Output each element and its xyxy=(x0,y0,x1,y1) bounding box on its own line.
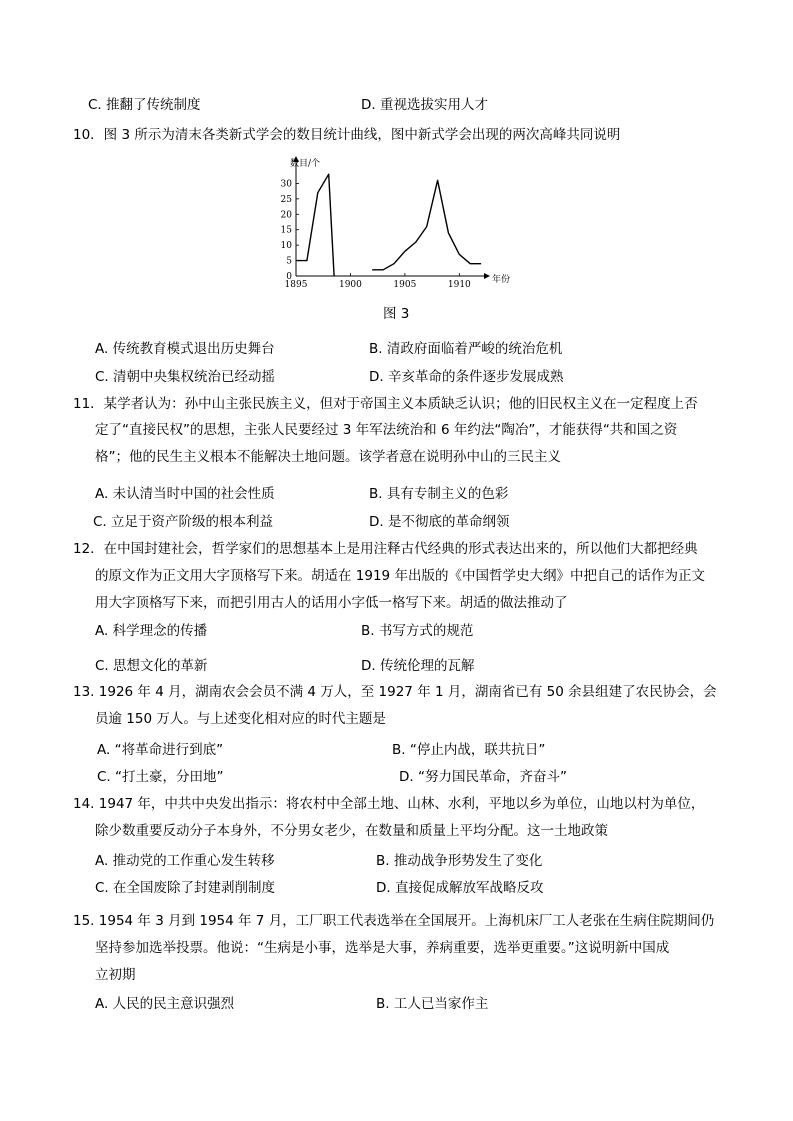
q11-option-b: B. 具有专制主义的色彩 xyxy=(369,486,509,502)
q12-line-2: 的原文作为正文用大字顶格写下来。胡适在 1919 年出版的《中国哲学史大纲》中把自己的话作为正文 xyxy=(95,568,705,584)
chart-axes xyxy=(293,156,490,279)
q15-line-1: 15. 1954 年 3 月到 1954 年 7 月，工厂职工代表选举在全国展开。上海机床厂工人老张在生病住院期间仍 xyxy=(73,913,715,929)
q14-option-a: A. 推动党的工作重心发生转移 xyxy=(95,853,275,869)
y-tick-label: 20 xyxy=(280,210,292,221)
y-tick-label: 15 xyxy=(280,225,292,236)
q9-option-d: D. 重视选拔实用人才 xyxy=(361,97,488,113)
q11-option-a: A. 未认清当时中国的社会性质 xyxy=(95,486,275,502)
q15-line-3: 立初期 xyxy=(95,967,136,983)
q12-line-1: 12．在中国封建社会，哲学家们的思想基本上是用注释古代经典的形式表达出来的，所以他们大都把经典 xyxy=(73,541,698,557)
q10-option-b: B. 清政府面临着严峻的统治危机 xyxy=(369,341,563,357)
y-tick-label: 10 xyxy=(280,241,292,252)
q13-option-a: A. “将革命进行到底” xyxy=(97,742,224,758)
q13-option-d: D. “努力国民革命，齐奋斗” xyxy=(399,769,567,785)
q15-option-b: B. 工人已当家作主 xyxy=(376,996,489,1012)
q10-stem: 10．图 3 所示为清末各类新式学会的数目统计曲线，图中新式学会出现的两次高峰共同说明 xyxy=(73,127,621,143)
y-tick-label: 0 xyxy=(286,272,292,282)
series-line xyxy=(372,180,481,269)
q11-option-c: C. 立足于资产阶级的根本利益 xyxy=(93,514,274,530)
x-tick-label: 1900 xyxy=(338,280,362,290)
q14-line-1: 14. 1947 年，中共中央发出指示：将农村中全部土地、山林、水利，平地以乡为单位，山地以村为单位， xyxy=(73,796,705,812)
chart-lines xyxy=(296,174,481,276)
y-tick-label: 30 xyxy=(280,179,292,190)
q13-option-c: C. “打土豪，分田地” xyxy=(97,769,224,785)
q11-line-2: 定了“直接民权”的思想，主张人民要经过 3 年军法统治和 6 年约法“陶冶”，才能获得“共和国之资 xyxy=(95,422,678,438)
q10-option-d: D. 辛亥革命的条件逐步发展成熟 xyxy=(369,369,564,385)
q12-option-c: C. 思想文化的革新 xyxy=(95,658,208,674)
y-tick-label: 5 xyxy=(286,256,292,267)
q11-option-d: D. 是不彻底的革命纲领 xyxy=(369,514,510,530)
chart-x-label: 年份 xyxy=(492,275,511,285)
q15-option-a: A. 人民的民主意识强烈 xyxy=(95,996,235,1012)
q14-line-2: 除少数重要反动分子本身外，不分男女老少，在数量和质量上平均分配。这一土地政策 xyxy=(95,823,608,839)
chart-y-label: 数目/个 xyxy=(290,159,321,169)
y-tick-label: 25 xyxy=(280,194,292,205)
series-line xyxy=(296,174,334,276)
q14-option-b: B. 推动战争形势发生了变化 xyxy=(376,853,543,869)
q12-option-b: B. 书写方式的规范 xyxy=(361,623,474,639)
q13-option-b: B. “停止内战，联共抗日” xyxy=(392,742,546,758)
q14-option-c: C. 在全国废除了封建剥削制度 xyxy=(95,880,276,896)
q13-line-2: 员逾 150 万人。与上述变化相对应的时代主题是 xyxy=(95,711,386,727)
chart-ticks xyxy=(281,179,472,290)
x-tick-label: 1895 xyxy=(284,280,308,290)
figure-caption: 图 3 xyxy=(383,306,410,322)
q15-line-2: 坚持参加选举投票。他说：“生病是小事，选举是大事，养病重要，选举更重要。”这说明新中国成 xyxy=(95,940,670,956)
x-tick-label: 1910 xyxy=(447,280,471,290)
q11-line-1: 11．某学者认为：孙中山主张民族主义，但对于帝国主义本质缺乏认识；他的旧民权主义在一定程度上否 xyxy=(73,396,698,412)
q12-option-d: D. 传统伦理的瓦解 xyxy=(361,658,475,674)
q14-option-d: D. 直接促成解放军战略反攻 xyxy=(376,880,544,896)
q13-line-1: 13. 1926 年 4 月，湖南农会会员不满 4 万人，至 1927 年 1 月，湖南省已有 50 余县组建了农民协会，会 xyxy=(73,684,717,700)
x-axis-arrow xyxy=(484,273,490,279)
figure-3-chart xyxy=(270,150,520,295)
q10-option-a: A. 传统教育模式退出历史舞台 xyxy=(95,341,275,357)
q12-line-3: 用大字顶格写下来，而把引用古人的话用小字低一格写下来。胡适的做法推动了 xyxy=(95,595,568,611)
q11-line-3: 格”；他的民生主义根本不能解决土地问题。该学者意在说明孙中山的三民主义 xyxy=(95,449,561,465)
x-tick-label: 1905 xyxy=(393,280,417,290)
q12-option-a: A. 科学理念的传播 xyxy=(95,623,208,639)
q10-option-c: C. 清朝中央集权统治已经动摇 xyxy=(95,369,276,385)
q9-option-c: C. 推翻了传统制度 xyxy=(88,97,201,113)
